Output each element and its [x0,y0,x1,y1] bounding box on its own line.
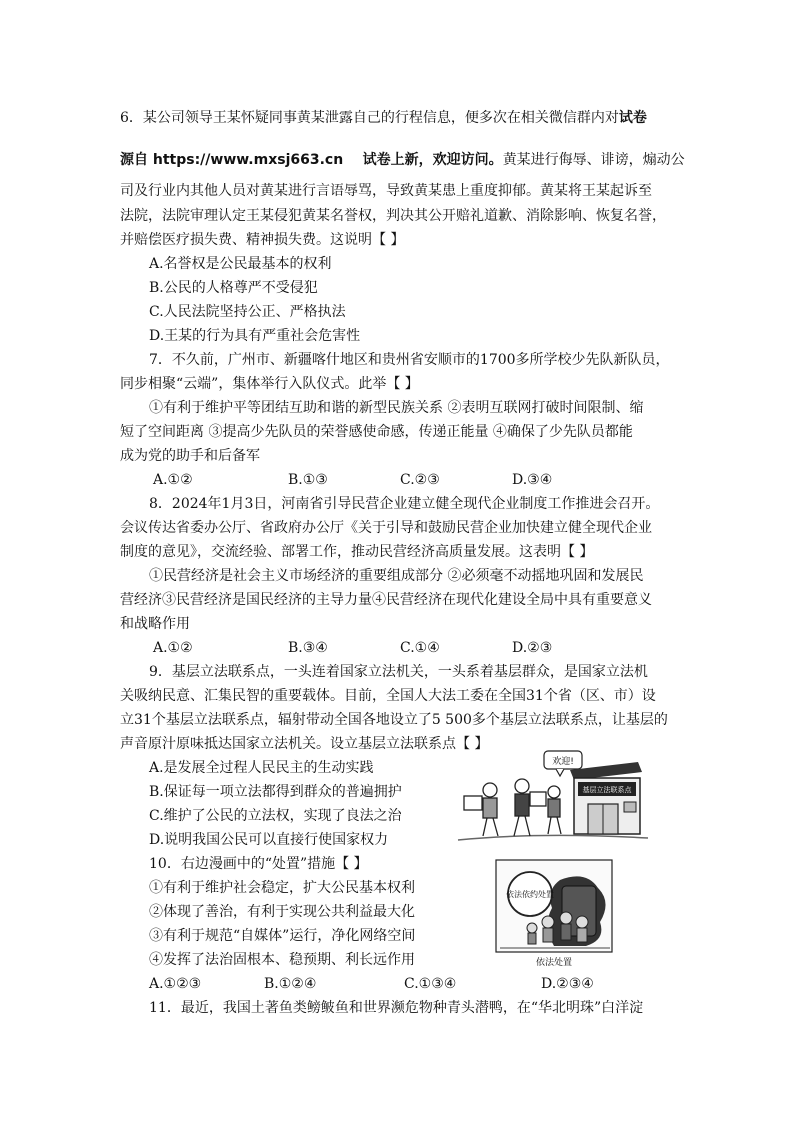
q10-choice-4: ④发挥了法治固根本、稳预期、利长远作用 [149,952,415,968]
q8-option-c: C.①④ [400,640,440,656]
legislative-contact-cartoon [438,748,650,848]
watermark-fragment: 试卷 [618,110,647,126]
watermark-text: 源自 https://www.mxsj663.cn 试卷上新，欢迎访问。 [120,152,503,168]
q6-stem-line1: 6．某公司领导王某怀疑同事黄某泄露自己的行程信息，便多次在相关微信群内对 [120,110,619,126]
q9-stem-line1: 9．基层立法联系点，一头连着国家立法机关，一头系着基层群众，是国家立法机 [149,664,648,680]
q6-option-d: D.王某的行为具有严重社会危害性 [149,328,361,344]
q7-option-d: D.③④ [512,472,553,488]
q8-option-d: D.②③ [512,640,553,656]
q8-choice-line3: 和战略作用 [120,616,190,632]
q8-choice-line2: 营经济③民营经济是国民经济的主导力量④民营经济在现代化建设全局中具有重要意义 [120,592,652,608]
q9-option-d: D.说明我国公民可以直接行使国家权力 [149,832,389,848]
q9-stem-line3: 立31个基层立法联系点，辐射带动全国各地设立了5 500多个基层立法联系点，让基层的 [120,712,668,728]
cartoon-circle-text: 依法依约处置 [506,890,554,899]
lawful-handling-cartoon [490,856,620,970]
q10-option-c: C.①③④ [404,976,457,992]
q7-stem-line1: 7．不久前，广州市、新疆喀什地区和贵州省安顺市的1700多所学校少先队新队员， [149,352,670,368]
q6-stem-line5: 并赔偿医疗损失费、精神损失费。这说明【 】 [120,232,405,248]
q6-stem-line3: 司及行业内其他人员对黄某进行言语辱骂，导致黄某患上重度抑郁。黄某将王某起诉至 [120,183,652,199]
q10-choice-3: ③有利于规范“自媒体”运行，净化网络空间 [149,928,416,944]
q7-choice-line1: ①有利于维护平等团结互助和谐的新型民族关系 ②表明互联网打破时间限制、缩 [149,400,644,416]
q11-stem-line1: 11．最近，我国土著鱼类鳑鲏鱼和世界濒危物种青头潜鸭，在“华北明珠”白洋淀 [149,1000,644,1016]
cartoon-sign-text: 基层立法联系点 [582,786,632,794]
q9-option-a: A.是发展全过程人民民主的生动实践 [149,760,374,776]
q9-stem-line4: 声音原汁原味抵达国家立法机关。设立基层立法联系点【 】 [120,736,489,752]
q8-option-b: B.③④ [288,640,328,656]
q8-stem-line1: 8．2024年1月3日，河南省引导民营企业建立健全现代企业制度工作推进会召开。 [149,496,660,512]
cartoon-caption: 依法处置 [535,958,573,968]
q6-stem-line2: 黄某进行侮辱、诽谤，煽动公 [502,152,685,168]
q10-choice-1: ①有利于维护社会稳定，扩大公民基本权利 [149,880,415,896]
q10-option-b: B.①②④ [264,976,317,992]
q9-stem-line2: 关吸纳民意、汇集民智的重要载体。目前，全国人大法工委在全国31个省（区、市）设 [120,688,656,704]
q8-stem-line3: 制度的意见》，交流经验、部署工作，推动民营经济高质量发展。这表明【 】 [120,544,594,560]
q9-option-b: B.保证每一项立法都得到群众的普遍拥护 [149,784,402,800]
q8-option-a: A.①② [153,640,193,656]
q9-option-c: C.维护了公民的立法权，实现了良法之治 [149,808,402,824]
q7-option-b: B.①③ [288,472,328,488]
q10-option-a: A.①②③ [149,976,202,992]
q6-option-c: C.人民法院坚持公正、严格执法 [149,304,346,320]
q6-stem-line4: 法院，法院审理认定王某侵犯黄某名誉权，判决其公开赔礼道歉、消除影响、恢复名誉， [120,208,666,224]
q6-option-b: B.公民的人格尊严不受侵犯 [149,280,318,296]
q8-stem-line2: 会议传达省委办公厅、省政府办公厅《关于引导和鼓励民营企业加快建立健全现代企业 [120,520,652,536]
q8-choice-line1: ①民营经济是社会主义市场经济的重要组成部分 ②必须毫不动摇地巩固和发展民 [149,568,644,584]
q7-stem-line2: 同步相聚“云端”，集体举行入队仪式。此举【 】 [120,376,419,392]
q7-option-a: A.①② [153,472,193,488]
q10-stem-line1: 10．右边漫画中的“处置”措施【 】 [149,856,368,872]
q7-option-c: C.②③ [400,472,440,488]
q7-choice-line3: 成为党的助手和后备军 [120,448,260,464]
q10-option-d: D.②③④ [541,976,594,992]
q7-choice-line2: 短了空间距离 ③提高少先队员的荣誉感使命感，传递正能量 ④确保了少先队员都能 [120,424,633,440]
q6-option-a: A.名誉权是公民最基本的权利 [149,256,332,272]
q10-choice-2: ②体现了善治，有利于实现公共利益最大化 [149,904,415,920]
cartoon-bubble-text: 欢迎! [552,757,574,767]
